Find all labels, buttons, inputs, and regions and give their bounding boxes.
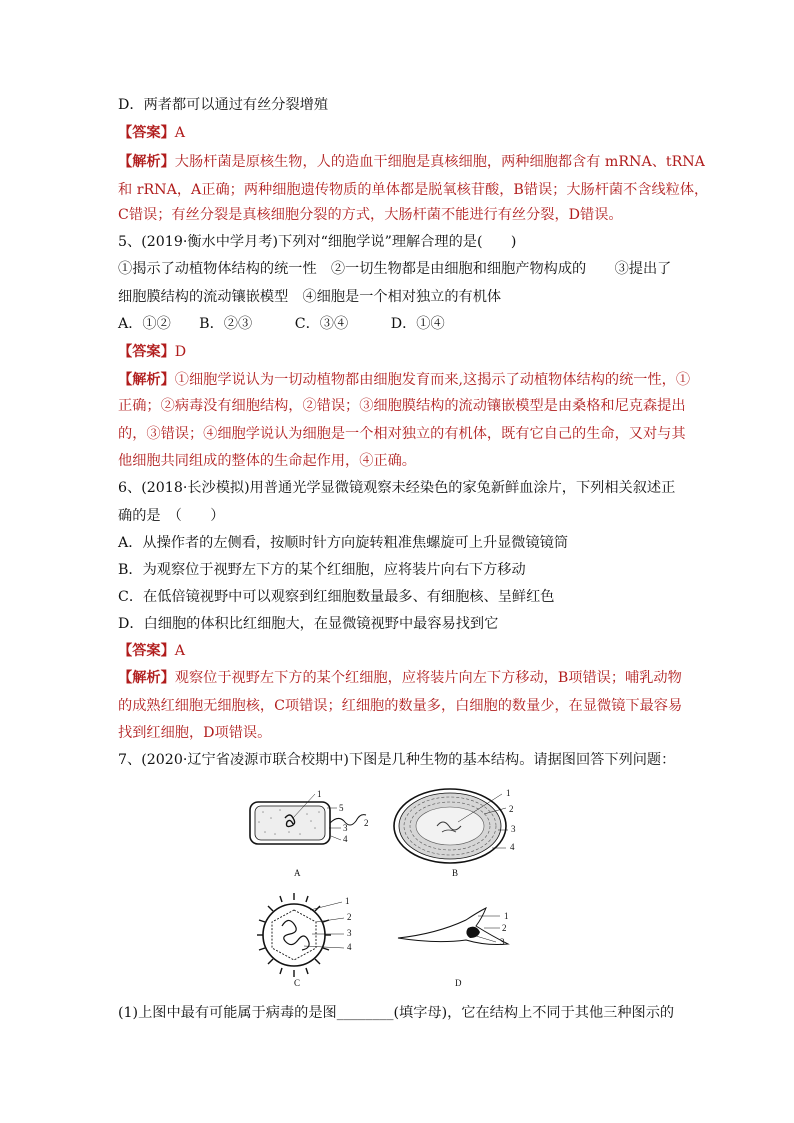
q6-analysis-line3: 找到红细胞，D项错误。 — [118, 725, 272, 741]
q6-answer — [118, 641, 185, 661]
figure-b-label-2: 2 — [509, 804, 514, 814]
figure-c-label-2: 2 — [347, 912, 352, 922]
q6-option-a: A．从操作者的左侧看，按顺时针方向旋转粗准焦螺旋可上升显微镜镜筒 — [118, 535, 569, 551]
answer-value: A — [174, 125, 186, 141]
answer-value: D — [174, 344, 187, 360]
analysis-tag: 【解析】 — [118, 154, 175, 170]
q7-stem: 7、(2020·辽宁省凌源市联合校期中)下图是几种生物的基本结构。请据图回答下列问题： — [118, 752, 676, 768]
figure-b-cell — [392, 786, 522, 866]
figure-b-caption: B — [452, 868, 459, 878]
figure-a-label-4: 4 — [343, 834, 348, 844]
analysis-tag: 【解析】 — [118, 372, 175, 388]
figure-d-label-2: 2 — [502, 923, 507, 933]
q6-stem-line1: 6、(2018·长沙模拟)用普通光学显微镜观察未经染色的家兔新鲜血涂片，下列相关叙述正 — [118, 480, 676, 496]
figure-d-label-3: 3 — [500, 937, 505, 947]
q4-option-d: D．两者都可以通过有丝分裂增殖 — [118, 97, 329, 113]
figure-a-label-1: 1 — [317, 789, 322, 799]
q5-statement-1: ①揭示了动植物体结构的统一性 ②一切生物都是由细胞和细胞产物构成的 ③提出了 — [118, 261, 672, 277]
answer-tag: 【答案】 — [118, 344, 175, 360]
figure-a-label-3: 3 — [343, 823, 348, 833]
figure-c-label-3: 3 — [347, 928, 352, 938]
analysis-text: ①细胞学说认为一切动植物都由细胞发育而来,这揭示了动植物体结构的统一性，① — [174, 372, 691, 388]
answer-value: A — [174, 643, 186, 659]
q4-analysis-line3: C错误；有丝分裂是真核细胞分裂的方式，大肠杆菌不能进行有丝分裂，D错误。 — [118, 207, 623, 223]
analysis-tag: 【解析】 — [118, 670, 175, 686]
figure-d-caption: D — [455, 978, 462, 988]
q5-analysis-line4: 他细胞共同组成的整体的生命起作用，④正确。 — [118, 453, 416, 469]
q5-statement-2: 细胞膜结构的流动镶嵌模型 ④细胞是一个相对独立的有机体 — [118, 289, 502, 305]
figure-c-label-4: 4 — [347, 942, 352, 952]
q5-analysis-line2: 正确；②病毒没有细胞结构，②错误；③细胞膜结构的流动镶嵌模型是由桑格和尼克森提出 — [118, 398, 686, 414]
q5-stem: 5、(2019·衡水中学月考)下列对“细胞学说”理解合理的是( ) — [118, 234, 517, 250]
figure-a-label-2: 2 — [364, 818, 369, 828]
q4-answer — [118, 123, 185, 143]
q5-options: A．①② B．②③ C．③④ D．①④ — [118, 316, 445, 332]
q5-answer — [118, 342, 186, 362]
figure-a-label-5: 5 — [339, 803, 344, 813]
figure-b-label-4: 4 — [510, 842, 515, 852]
answer-tag: 【答案】 — [118, 643, 175, 659]
figure-c-caption: C — [294, 978, 301, 988]
q5-analysis-line3: 的，③错误；④细胞学说认为细胞是一个相对独立的有机体，既有它自己的生命，又对与其 — [118, 426, 686, 442]
q6-analysis-line1 — [118, 668, 682, 688]
q6-option-c: C．在低倍镜视野中可以观察到红细胞数量最多、有细胞核、呈鲜红色 — [118, 589, 555, 605]
figure-b-label-1: 1 — [506, 788, 511, 798]
answer-tag: 【答案】 — [118, 125, 175, 141]
figure-b-label-3: 3 — [511, 824, 516, 834]
figure-c-label-1: 1 — [345, 896, 350, 906]
q7-sub-question-1: (1)上图中最有可能属于病毒的是图________(填字母)，它在结构上不同于其他三种图示的 — [118, 1005, 675, 1021]
q6-option-b: B．为观察位于视野左下方的某个红细胞，应将装片向右下方移动 — [118, 562, 526, 578]
q6-analysis-line2: 的成熟红细胞无细胞核，C项错误；红细胞的数量多，白细胞的数量少，在显微镜下最容易 — [118, 698, 683, 714]
q4-analysis-line2: 和 rRNA，A正确；两种细胞遗传物质的单体都是脱氧核苷酸，B错误；大肠杆菌不含线粒体， — [118, 182, 709, 198]
figure-a-caption: A — [294, 868, 301, 878]
q6-option-d: D．白细胞的体积比红细胞大，在显微镜视野中最容易找到它 — [118, 616, 499, 632]
figure-d-label-1: 1 — [504, 911, 509, 921]
q4-analysis-line1 — [118, 152, 705, 172]
q6-stem-line2: 确的是 （ ） — [118, 508, 225, 524]
analysis-text: 大肠杆菌是原核生物，人的造血干细胞是真核细胞，两种细胞都含有 mRNA、tRNA — [174, 154, 705, 170]
q5-analysis-line1 — [118, 370, 690, 390]
analysis-text: 观察位于视野左下方的某个红细胞，应将装片向左下方移动，B项错误；哺乳动物 — [174, 670, 682, 686]
